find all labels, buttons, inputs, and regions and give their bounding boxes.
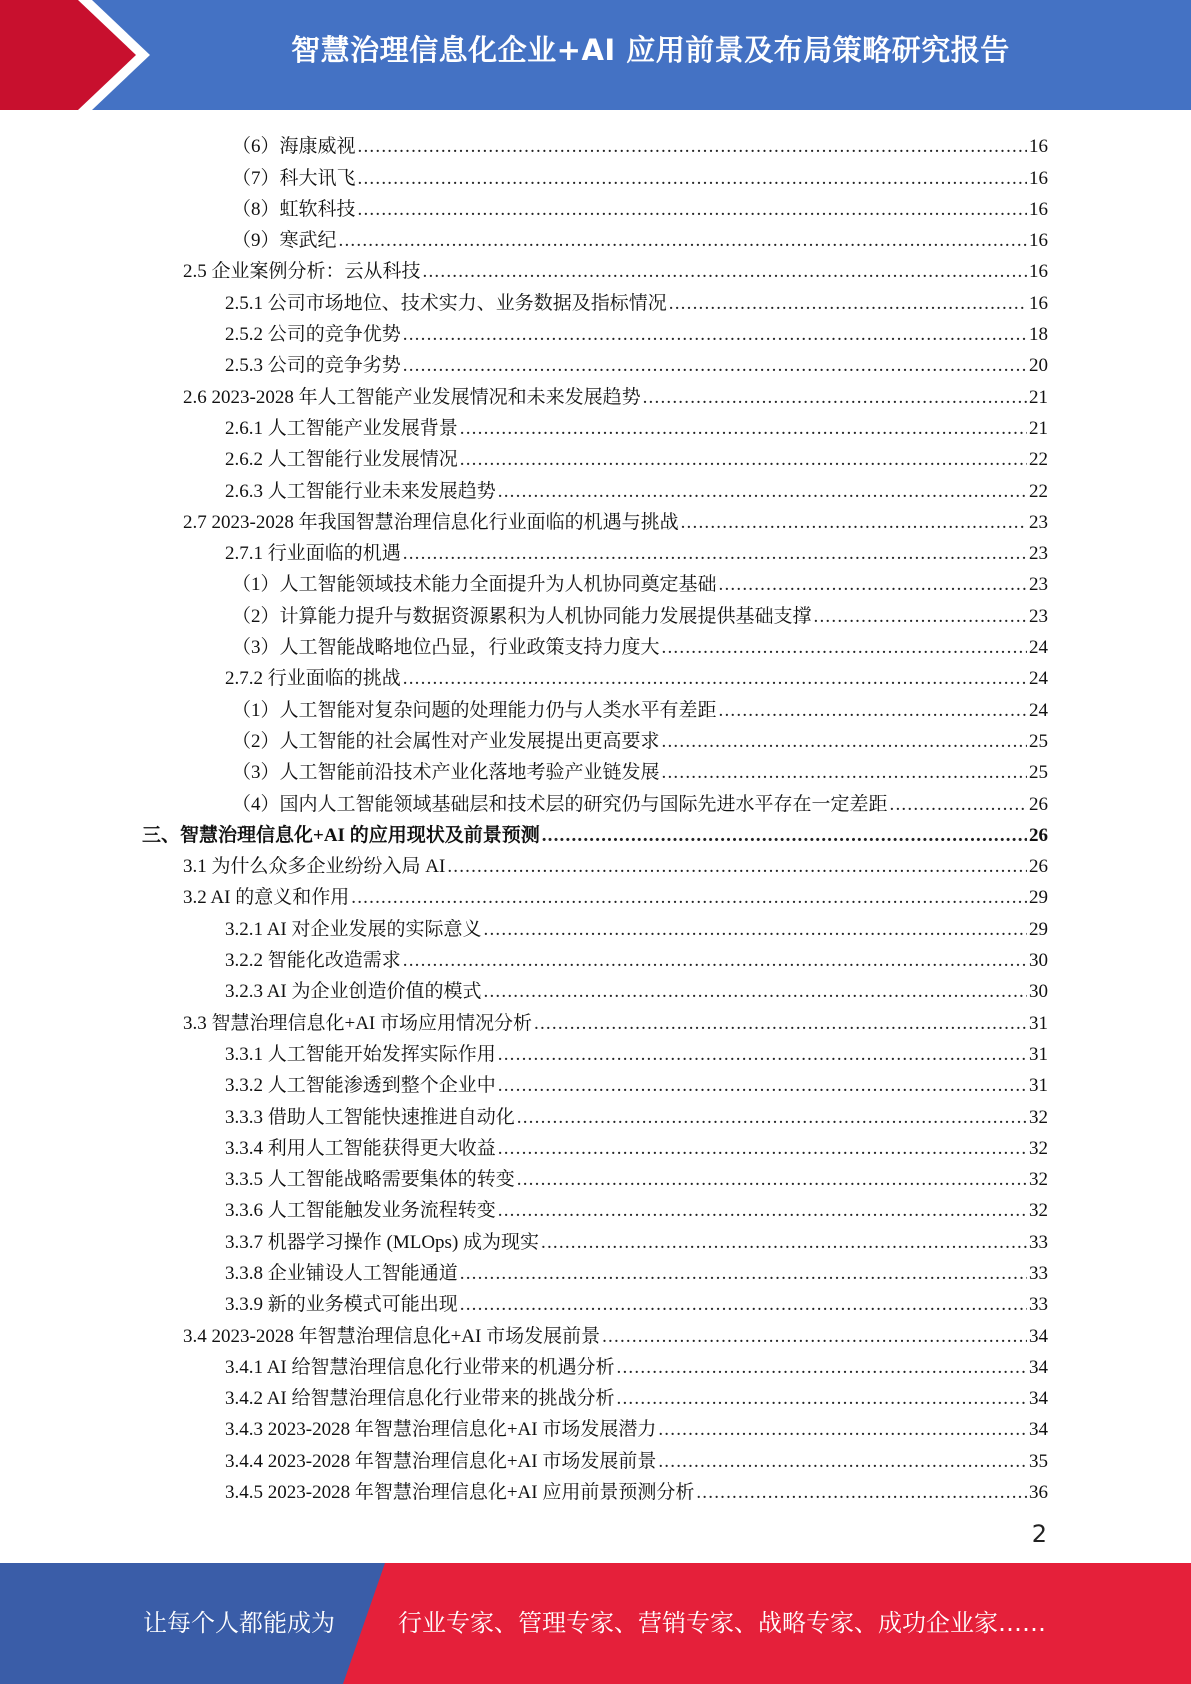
toc-dot-leader xyxy=(403,323,1027,347)
toc-dot-leader xyxy=(498,1199,1027,1223)
toc-dot-leader xyxy=(517,1106,1027,1130)
footer-slogan-right: 行业专家、管理专家、营销专家、战略专家、成功企业家…… xyxy=(398,1609,1046,1637)
toc-entry[interactable] xyxy=(0,347,1191,378)
toc-entry[interactable] xyxy=(0,1442,1191,1473)
toc-dot-leader xyxy=(662,730,1027,754)
toc-entry-title: 2.5.1 公司市场地位、技术实力、业务数据及指标情况 xyxy=(225,292,667,314)
toc-entry[interactable] xyxy=(0,535,1191,566)
toc-entry[interactable] xyxy=(0,441,1191,472)
toc-entry-page: 18 xyxy=(1029,324,1048,346)
toc-entry-page: 31 xyxy=(1029,1012,1048,1034)
toc-dot-leader xyxy=(542,824,1027,848)
toc-entry-page: 34 xyxy=(1029,1356,1048,1378)
toc-dot-leader xyxy=(358,135,1027,159)
toc-entry-title: 3.3.7 机器学习操作 (MLOps) 成为现实 xyxy=(225,1231,540,1253)
toc-entry-title: 2.6.3 人工智能行业未来发展趋势 xyxy=(225,480,496,502)
toc-entry-title: 2.5.2 公司的竞争优势 xyxy=(225,324,401,346)
toc-entry[interactable] xyxy=(0,566,1191,597)
toc-dot-leader xyxy=(662,636,1027,660)
toc-dot-leader xyxy=(617,1387,1027,1411)
toc-dot-leader xyxy=(498,1043,1027,1067)
toc-entry-page: 16 xyxy=(1029,167,1048,189)
toc-entry-page: 24 xyxy=(1029,668,1048,690)
toc-entry-page: 21 xyxy=(1029,386,1048,408)
toc-entry-title: 2.6.2 人工智能行业发展情况 xyxy=(225,449,458,471)
toc-entry[interactable] xyxy=(0,378,1191,409)
page-header xyxy=(0,0,1191,110)
toc-entry-title: （3）人工智能前沿技术产业化落地考验产业链发展 xyxy=(232,762,660,784)
toc-entry[interactable] xyxy=(0,191,1191,222)
toc-dot-leader xyxy=(669,292,1027,316)
toc-entry-page: 35 xyxy=(1029,1450,1048,1472)
toc-entry-title: 3.3.3 借助人工智能快速推进自动化 xyxy=(225,1106,515,1128)
toc-entry-title: （1）人工智能对复杂问题的处理能力仍与人类水平有差距 xyxy=(232,699,717,721)
page-footer xyxy=(0,1563,1191,1684)
toc-entry[interactable] xyxy=(0,316,1191,347)
toc-entry-title: 3.3.5 人工智能战略需要集体的转变 xyxy=(225,1169,515,1191)
toc-entry[interactable] xyxy=(0,973,1191,1004)
toc-dot-leader xyxy=(534,1012,1027,1036)
toc-entry-title: 2.5.3 公司的竞争劣势 xyxy=(225,355,401,377)
toc-entry-title: 3.2.3 AI 为企业创造价值的模式 xyxy=(225,981,482,1003)
toc-entry-page: 16 xyxy=(1029,136,1048,158)
toc-entry-page: 34 xyxy=(1029,1419,1048,1441)
toc-dot-leader xyxy=(358,167,1027,191)
toc-entry[interactable] xyxy=(0,222,1191,253)
toc-entry[interactable] xyxy=(0,128,1191,159)
toc-dot-leader xyxy=(658,1418,1027,1442)
toc-entry-title: 3.2 AI 的意义和作用 xyxy=(183,887,350,909)
toc-entry[interactable] xyxy=(0,754,1191,785)
toc-entry-title: 3.2.2 智能化改造需求 xyxy=(225,950,401,972)
toc-dot-leader xyxy=(498,1137,1027,1161)
toc-entry[interactable] xyxy=(0,1286,1191,1317)
toc-entry-title: 3.3.4 利用人工智能获得更大收益 xyxy=(225,1137,496,1159)
toc-entry[interactable] xyxy=(0,504,1191,535)
toc-dot-leader xyxy=(890,793,1027,817)
toc-entry-page: 16 xyxy=(1029,230,1048,252)
toc-entry-page: 22 xyxy=(1029,449,1048,471)
toc-entry[interactable] xyxy=(0,691,1191,722)
toc-entry[interactable] xyxy=(0,1004,1191,1035)
toc-entry[interactable] xyxy=(0,597,1191,628)
toc-entry-page: 32 xyxy=(1029,1137,1048,1159)
toc-entry-page: 21 xyxy=(1029,417,1048,439)
toc-dot-leader xyxy=(403,354,1027,378)
toc-entry-title: 3.1 为什么众多企业纷纷入局 AI xyxy=(183,856,446,878)
toc-entry-page: 26 xyxy=(1029,793,1048,815)
toc-dot-leader xyxy=(403,542,1027,566)
toc-dot-leader xyxy=(814,605,1027,629)
toc-dot-leader xyxy=(358,198,1027,222)
toc-dot-leader xyxy=(719,573,1027,597)
toc-entry-title: 2.6 2023-2028 年人工智能产业发展情况和未来发展趋势 xyxy=(183,386,641,408)
toc-entry-page: 16 xyxy=(1029,292,1048,314)
toc-entry-page: 23 xyxy=(1029,574,1048,596)
toc-entry-title: （7）科大讯飞 xyxy=(232,167,356,189)
toc-entry-title: 2.5 企业案例分析：云从科技 xyxy=(183,261,421,283)
toc-entry-title: （9）寒武纪 xyxy=(232,230,337,252)
toc-entry-page: 31 xyxy=(1029,1075,1048,1097)
toc-entry-page: 30 xyxy=(1029,981,1048,1003)
toc-dot-leader xyxy=(460,448,1027,472)
toc-entry[interactable] xyxy=(0,1192,1191,1223)
toc-entry-title: 3.3.2 人工智能渗透到整个企业中 xyxy=(225,1075,496,1097)
toc-entry-page: 32 xyxy=(1029,1106,1048,1128)
toc-entry-page: 31 xyxy=(1029,1043,1048,1065)
toc-entry-title: 3.4.4 2023-2028 年智慧治理信息化+AI 市场发展前景 xyxy=(225,1450,657,1472)
toc-entry[interactable] xyxy=(0,410,1191,441)
toc-entry[interactable] xyxy=(0,629,1191,660)
toc-entry[interactable] xyxy=(0,253,1191,284)
toc-dot-leader xyxy=(662,761,1027,785)
toc-entry-title: （1）人工智能领域技术能力全面提升为人机协同奠定基础 xyxy=(232,574,717,596)
toc-entry[interactable] xyxy=(0,1255,1191,1286)
toc-entry-title: 2.7.2 行业面临的挑战 xyxy=(225,668,401,690)
toc-entry-page: 29 xyxy=(1029,918,1048,940)
toc-entry-page: 34 xyxy=(1029,1325,1048,1347)
toc-entry[interactable] xyxy=(0,1380,1191,1411)
toc-dot-leader xyxy=(498,1074,1027,1098)
toc-entry[interactable] xyxy=(0,1067,1191,1098)
toc-entry-title: 3.3.9 新的业务模式可能出现 xyxy=(225,1294,458,1316)
toc-entry-page: 32 xyxy=(1029,1169,1048,1191)
toc-entry[interactable] xyxy=(0,910,1191,941)
toc-entry[interactable] xyxy=(0,1411,1191,1442)
toc-dot-leader xyxy=(484,980,1027,1004)
toc-entry-page: 34 xyxy=(1029,1388,1048,1410)
toc-entry-page: 26 xyxy=(1029,856,1048,878)
toc-entry-title: 3.3.1 人工智能开始发挥实际作用 xyxy=(225,1043,496,1065)
toc-dot-leader xyxy=(484,918,1027,942)
toc-entry-page: 30 xyxy=(1029,950,1048,972)
toc-dot-leader xyxy=(681,511,1027,535)
toc-entry-page: 26 xyxy=(1029,824,1048,846)
toc-entry-title: 2.7 2023-2028 年我国智慧治理信息化行业面临的机遇与挑战 xyxy=(183,511,679,533)
toc-dot-leader xyxy=(423,260,1027,284)
toc-entry-title: 3.3.8 企业铺设人工智能通道 xyxy=(225,1262,458,1284)
toc-entry-title: （2）计算能力提升与数据资源累积为人机协同能力发展提供基础支撑 xyxy=(232,605,812,627)
toc-entry-page: 24 xyxy=(1029,637,1048,659)
toc-entry-page: 25 xyxy=(1029,730,1048,752)
toc-dot-leader xyxy=(719,699,1027,723)
toc-dot-leader xyxy=(460,1293,1027,1317)
toc-entry-title: （8）虹软科技 xyxy=(232,198,356,220)
toc-entry[interactable] xyxy=(0,879,1191,910)
toc-entry-title: （6）海康威视 xyxy=(232,136,356,158)
toc-entry-title: 3.4.1 AI 给智慧治理信息化行业带来的机遇分析 xyxy=(225,1356,615,1378)
toc-dot-leader xyxy=(403,949,1027,973)
toc-entry[interactable] xyxy=(0,1349,1191,1380)
toc-dot-leader xyxy=(403,667,1027,691)
toc-entry-page: 16 xyxy=(1029,261,1048,283)
toc-entry-title: （2）人工智能的社会属性对产业发展提出更高要求 xyxy=(232,730,660,752)
table-of-contents xyxy=(0,128,1191,1505)
toc-entry[interactable] xyxy=(0,1130,1191,1161)
toc-dot-leader xyxy=(541,1231,1027,1255)
toc-entry[interactable] xyxy=(0,1317,1191,1348)
toc-dot-leader xyxy=(498,480,1027,504)
toc-dot-leader xyxy=(643,386,1027,410)
toc-entry-page: 33 xyxy=(1029,1231,1048,1253)
toc-entry[interactable] xyxy=(0,942,1191,973)
toc-entry-page: 22 xyxy=(1029,480,1048,502)
toc-dot-leader xyxy=(658,1450,1027,1474)
toc-entry-page: 29 xyxy=(1029,887,1048,909)
toc-entry-page: 33 xyxy=(1029,1294,1048,1316)
toc-entry[interactable] xyxy=(0,284,1191,315)
toc-entry-title: （4）国内人工智能领域基础层和技术层的研究仍与国际先进水平存在一定差距 xyxy=(232,793,888,815)
toc-entry[interactable] xyxy=(0,1474,1191,1505)
toc-dot-leader xyxy=(351,886,1027,910)
toc-entry-page: 23 xyxy=(1029,605,1048,627)
report-title: 智慧治理信息化企业+AI 应用前景及布局策略研究报告 xyxy=(291,33,1010,67)
toc-entry-title: （3）人工智能战略地位凸显，行业政策支持力度大 xyxy=(232,637,660,659)
toc-entry-page: 23 xyxy=(1029,511,1048,533)
toc-entry-page: 16 xyxy=(1029,198,1048,220)
toc-entry[interactable] xyxy=(0,159,1191,190)
toc-entry-title: 3.4.5 2023-2028 年智慧治理信息化+AI 应用前景预测分析 xyxy=(225,1482,695,1504)
toc-entry-page: 24 xyxy=(1029,699,1048,721)
page-number: 2 xyxy=(1031,1520,1047,1548)
toc-entry-page: 33 xyxy=(1029,1262,1048,1284)
toc-entry[interactable] xyxy=(0,472,1191,503)
toc-dot-leader xyxy=(339,229,1027,253)
toc-entry-title: 3.4.3 2023-2028 年智慧治理信息化+AI 市场发展潜力 xyxy=(225,1419,657,1441)
toc-entry[interactable] xyxy=(0,817,1191,848)
toc-dot-leader xyxy=(460,417,1027,441)
toc-entry[interactable] xyxy=(0,1098,1191,1129)
toc-dot-leader xyxy=(460,1262,1027,1286)
toc-entry-title: 3.4 2023-2028 年智慧治理信息化+AI 市场发展前景 xyxy=(183,1325,601,1347)
toc-entry[interactable] xyxy=(0,848,1191,879)
toc-entry[interactable] xyxy=(0,785,1191,816)
toc-dot-leader xyxy=(517,1168,1027,1192)
toc-dot-leader xyxy=(617,1356,1027,1380)
toc-entry-page: 36 xyxy=(1029,1482,1048,1504)
toc-entry-title: 2.7.1 行业面临的机遇 xyxy=(225,543,401,565)
toc-entry-page: 23 xyxy=(1029,543,1048,565)
toc-entry-title: 3.3.6 人工智能触发业务流程转变 xyxy=(225,1200,496,1222)
toc-entry-title: 3.3 智慧治理信息化+AI 市场应用情况分析 xyxy=(183,1012,533,1034)
footer-slogan-left: 让每个人都能成为 xyxy=(143,1609,335,1637)
toc-entry-page: 25 xyxy=(1029,762,1048,784)
toc-dot-leader xyxy=(602,1325,1027,1349)
toc-entry-page: 20 xyxy=(1029,355,1048,377)
toc-entry[interactable] xyxy=(0,1161,1191,1192)
toc-entry-title: 2.6.1 人工智能产业发展背景 xyxy=(225,417,458,439)
toc-entry[interactable] xyxy=(0,1036,1191,1067)
toc-entry-page: 32 xyxy=(1029,1200,1048,1222)
toc-entry[interactable] xyxy=(0,660,1191,691)
toc-dot-leader xyxy=(696,1481,1027,1505)
toc-dot-leader xyxy=(447,855,1027,879)
toc-entry-title: 3.2.1 AI 对企业发展的实际意义 xyxy=(225,918,482,940)
toc-entry-title: 三、智慧治理信息化+AI 的应用现状及前景预测 xyxy=(142,824,540,846)
toc-entry[interactable] xyxy=(0,723,1191,754)
toc-entry[interactable] xyxy=(0,1223,1191,1254)
toc-entry-title: 3.4.2 AI 给智慧治理信息化行业带来的挑战分析 xyxy=(225,1388,615,1410)
